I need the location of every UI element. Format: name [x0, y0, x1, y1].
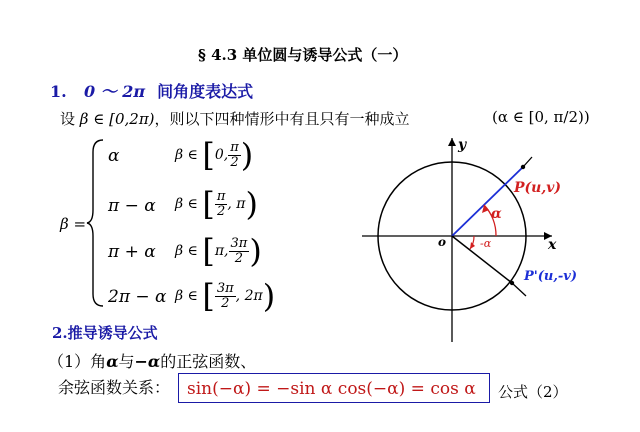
page-title: § 4.3 单位圆与诱导公式（一） [198, 46, 408, 64]
setup-cond: β ∈ [0,2π) [79, 110, 155, 128]
section-1-range: 0 ～ 2π [84, 82, 146, 101]
alpha-condition: (α ∈ [0, π/2)) [492, 108, 590, 126]
setup-suffix: ，则以下四种情形中有且只有一种成立 [154, 110, 410, 128]
x-label: x [548, 237, 557, 253]
case-2-expr: π − α [108, 196, 156, 216]
section-1-text: 间角度表达式 [157, 82, 254, 101]
p-prime-label: P'(u,-v) [524, 269, 577, 284]
case-2-interval: β ∈ [ $\frac{\pi}{2}$ , π) [175, 185, 258, 223]
case-3-num: 3π [230, 235, 248, 251]
point-p [521, 165, 525, 169]
case-1-left: 0, [214, 147, 229, 163]
setup-prefix: 设 [60, 110, 76, 128]
case-2-num: π [216, 188, 226, 204]
case-1-interval: β ∈ [0, $\frac{\pi}{2}$ ) [175, 136, 254, 174]
case-4-right: , 2π [235, 288, 263, 304]
line1-alpha: α [106, 352, 119, 371]
section-2-heading: 2.推导诱导公式 [52, 324, 158, 342]
p-label: P(u,v) [514, 180, 561, 196]
case-4-den: 2 [221, 295, 230, 311]
formula-tag: 公式（2） [498, 383, 568, 401]
neg-alpha-label: -α [480, 237, 492, 250]
derivation-line-1 [48, 349, 256, 372]
ray-op-prime-extension [512, 283, 526, 296]
case-3-den: 2 [234, 250, 244, 266]
alpha-label: α [491, 206, 502, 222]
line1-mid: 与 [118, 352, 135, 371]
case-1-den: 2 [230, 154, 239, 170]
line1-post: 的正弦函数、 [160, 352, 257, 371]
case-3-expr: π + α [108, 242, 156, 262]
case-4-expr: 2π − α [108, 287, 167, 307]
case-2-right: , π [227, 196, 246, 212]
point-p-prime [510, 281, 514, 285]
beta-equals: β = [60, 215, 87, 233]
case-3-interval: β ∈ [π, $\frac{3\pi}{2}$ ) [175, 232, 262, 270]
case-3-left: π, [214, 243, 229, 259]
case-2-den: 2 [216, 203, 226, 219]
y-axis-arrow [448, 138, 456, 146]
line1-pre: （1）角 [48, 352, 107, 371]
formula-text: sin(−α) = −sin α cos(−α) = cos α [187, 379, 476, 399]
case-4-interval: β ∈ [ $\frac{3\pi}{2}$ , 2π) [175, 277, 276, 315]
y-label: y [458, 137, 467, 153]
formula-box [178, 373, 490, 403]
line1-neg-alpha: −α [134, 352, 161, 371]
derivation-line-2: 余弦函数关系： [58, 378, 171, 397]
case-1-expr: α [108, 146, 120, 166]
section-1-number: 1. [50, 82, 67, 101]
case-4-num: 3π [216, 280, 234, 296]
ray-op [452, 167, 523, 236]
case-1-num: π [230, 139, 239, 155]
origin-label: o [438, 235, 447, 249]
